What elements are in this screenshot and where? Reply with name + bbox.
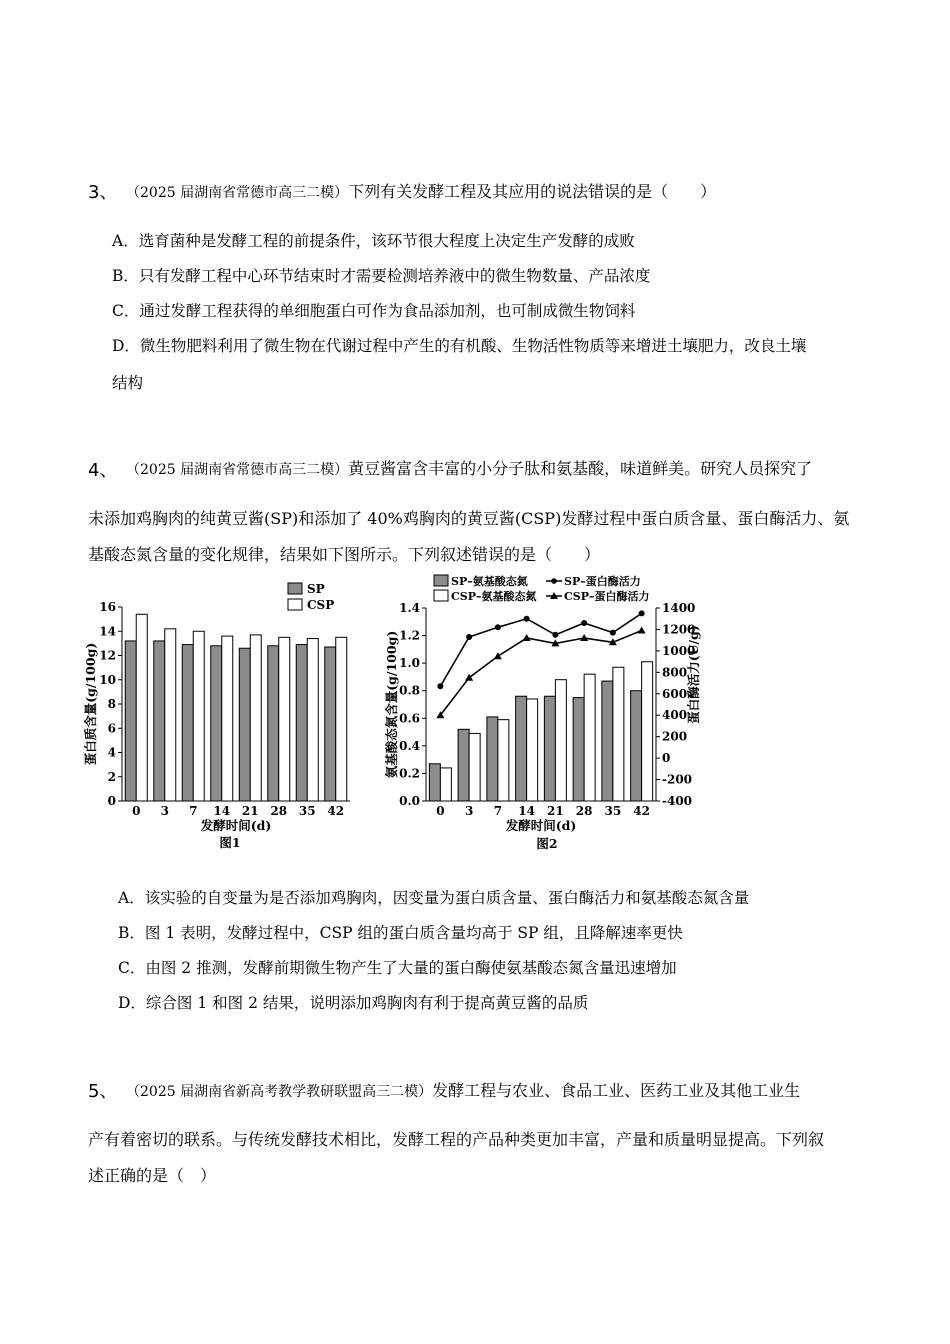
bar-sp xyxy=(211,646,222,801)
bar-csp-amino-nitrogen xyxy=(642,662,653,801)
question-stem-line-3: 述正确的是（ ） xyxy=(88,1166,217,1185)
point-sp-protease xyxy=(495,624,501,630)
y-axis-right-label: 蛋白酶活力(U/g) xyxy=(686,625,701,724)
y-tick-label: 14 xyxy=(99,624,116,639)
x-tick-label: 3 xyxy=(160,804,169,818)
y-right-tick-label: 400 xyxy=(662,708,688,723)
chart-title: 图2 xyxy=(536,836,558,851)
bar-sp-amino-nitrogen xyxy=(544,696,555,801)
point-csp-protease xyxy=(494,652,502,659)
x-tick-label: 14 xyxy=(518,804,535,818)
y-tick-label: 8 xyxy=(107,697,116,711)
bar-csp-amino-nitrogen xyxy=(584,674,595,801)
option-d: D．微生物肥料利用了微生物在代谢过程中产生的有机酸、生物活性物质等来增进土壤肥力，改良土壤 xyxy=(112,337,807,355)
bar-sp-amino-nitrogen xyxy=(631,691,642,801)
question-source: （2025 届湖南省常德市高三二模） xyxy=(126,462,349,478)
y-tick-label: 0.6 xyxy=(399,711,420,726)
bar-csp xyxy=(193,631,204,801)
point-csp-protease xyxy=(638,627,646,634)
y-tick-label: 4 xyxy=(107,745,116,760)
y-axis-label: 蛋白质含量(g/100g) xyxy=(83,642,98,766)
x-tick-label: 0 xyxy=(436,804,445,818)
question-stem-line-2: 未添加鸡胸肉的纯黄豆酱(SP)和添加了 40%鸡胸肉的黄豆酱(CSP)发酵过程中蛋白质含量、蛋白酶活力、氨 xyxy=(88,509,850,528)
bar-sp xyxy=(296,645,307,801)
bar-sp xyxy=(182,645,193,801)
option-a: A．选育菌种是发酵工程的前提条件，该环节很大程度上决定生产发酵的成败 xyxy=(112,232,635,250)
q4-option-b: B．图 1 表明，发酵过程中，CSP 组的蛋白质含量均高于 SP 组，且降解速率更快 xyxy=(118,924,683,942)
bar-csp xyxy=(136,614,147,801)
bar-csp xyxy=(279,637,290,801)
line-sp-protease xyxy=(440,613,641,686)
question-text: 下列有关发酵工程及其应用的说法错误的是（ ） xyxy=(348,182,717,201)
x-tick-label: 7 xyxy=(189,804,198,818)
x-tick-label: 42 xyxy=(633,804,650,818)
point-csp-protease xyxy=(523,634,531,641)
question-number: 4、 xyxy=(88,460,118,481)
x-axis-label: 发酵时间(d) xyxy=(200,818,272,833)
y-right-tick-label: 200 xyxy=(662,729,688,744)
x-tick-label: 35 xyxy=(604,804,622,818)
bar-sp-amino-nitrogen xyxy=(487,717,498,801)
q4-option-c: C．由图 2 推测，发酵前期微生物产生了大量的蛋白酶使氨基酸态氮含量迅速增加 xyxy=(118,959,677,977)
x-axis-label: 发酵时间(d) xyxy=(505,818,577,833)
bar-csp xyxy=(307,639,318,801)
x-tick-label: 42 xyxy=(327,804,345,818)
bar-csp-amino-nitrogen xyxy=(555,680,566,801)
x-tick-label: 14 xyxy=(213,804,231,818)
legend-label: CSP xyxy=(307,598,335,612)
bar-csp xyxy=(222,636,233,801)
y-tick-label: 0.2 xyxy=(399,766,420,781)
x-tick-label: 21 xyxy=(241,804,259,818)
x-tick-label: 28 xyxy=(270,804,288,818)
bar-csp-amino-nitrogen xyxy=(527,699,538,801)
question-stem-line-2: 产有着密切的联系。与传统发酵技术相比，发酵工程的产品种类更加丰富，产量和质量明显提高。下列叙 xyxy=(88,1130,825,1149)
y-tick-label: 10 xyxy=(99,672,116,687)
legend-swatch xyxy=(288,583,302,594)
point-sp-protease xyxy=(437,683,443,689)
y-tick-label: 0 xyxy=(107,794,116,808)
legend-label: CSP–氨基酸态氮 xyxy=(451,590,537,603)
bar-csp xyxy=(165,629,176,801)
point-sp-protease xyxy=(581,620,587,626)
point-sp-protease xyxy=(610,630,616,636)
y-right-tick-label: 800 xyxy=(662,665,688,680)
y-tick-label: 6 xyxy=(107,721,116,736)
chart-title: 图1 xyxy=(219,835,241,850)
bar-sp-amino-nitrogen xyxy=(458,729,469,801)
x-tick-label: 3 xyxy=(464,804,474,818)
x-tick-label: 21 xyxy=(547,804,564,818)
question-stem-line-1: （2025 届湖南省新高考教学教研联盟高三二模）发酵工程与农业、食品工业、医药工业及其他工业生 xyxy=(126,1081,801,1100)
legend-label: SP–氨基酸态氮 xyxy=(451,575,528,588)
y-tick-label: 2 xyxy=(107,769,116,784)
point-sp-protease xyxy=(466,634,472,640)
bar-sp-amino-nitrogen xyxy=(429,764,440,801)
y-right-tick-label: 600 xyxy=(662,686,688,701)
x-tick-label: 35 xyxy=(298,804,316,818)
question-stem xyxy=(126,179,716,202)
option-d-continued: 结构 xyxy=(112,374,144,392)
question-number: 3、 xyxy=(88,182,118,203)
y-tick-label: 0.8 xyxy=(399,683,420,698)
bar-csp-amino-nitrogen xyxy=(469,733,480,801)
x-tick-label: 7 xyxy=(493,804,503,818)
option-b: B．只有发酵工程中心环节结束时才需要检测培养液中的微生物数量、产品浓度 xyxy=(112,267,651,285)
y-tick-label: 1.2 xyxy=(399,628,420,643)
y-tick-label: 1.4 xyxy=(399,601,420,615)
y-tick-label: 12 xyxy=(99,648,116,663)
bar-sp-amino-nitrogen xyxy=(516,696,527,801)
legend-marker xyxy=(551,578,557,584)
point-csp-protease xyxy=(580,634,588,641)
y-right-tick-label: 1200 xyxy=(662,622,696,637)
chart-figure-1 xyxy=(80,575,360,855)
legend-swatch xyxy=(288,599,302,610)
legend-swatch xyxy=(434,575,448,586)
x-tick-label: 0 xyxy=(132,804,141,818)
bar-csp-amino-nitrogen xyxy=(613,667,624,801)
bar-sp-amino-nitrogen xyxy=(602,681,613,801)
y-tick-label: 16 xyxy=(99,600,116,614)
legend-label: SP–蛋白酶活力 xyxy=(564,575,641,588)
bar-csp-amino-nitrogen xyxy=(440,768,451,801)
question-number: 5、 xyxy=(88,1081,118,1102)
question-source: （2025 届湖南省常德市高三二模） xyxy=(126,185,349,201)
legend-label: SP xyxy=(307,582,325,596)
bar-csp xyxy=(336,637,347,801)
bar-csp-amino-nitrogen xyxy=(498,720,509,801)
bar-sp xyxy=(325,647,336,801)
bar-sp xyxy=(154,641,165,801)
bar-sp-amino-nitrogen xyxy=(573,698,584,801)
x-tick-label: 28 xyxy=(575,804,593,818)
y-tick-label: 0.4 xyxy=(399,738,420,753)
point-sp-protease xyxy=(524,616,530,622)
y-right-tick-label: -200 xyxy=(662,772,693,787)
y-right-tick-label: -400 xyxy=(662,794,693,808)
y-tick-label: 0.0 xyxy=(399,794,420,808)
q4-option-a: A．该实验的自变量为是否添加鸡胸肉，因变量为蛋白质含量、蛋白酶活力和氨基酸态氮含量 xyxy=(118,889,750,907)
point-sp-protease xyxy=(639,610,645,616)
question-stem-line-3: 基酸态氮含量的变化规律，结果如下图所示。下列叙述错误的是（ ） xyxy=(88,545,601,564)
y-right-tick-label: 0 xyxy=(662,751,671,766)
y-axis-label: 氨基酸态氮含量(g/100g) xyxy=(384,630,399,779)
bar-sp xyxy=(239,648,250,801)
bar-sp xyxy=(125,641,136,801)
question-source: （2025 届湖南省新高考教学教研联盟高三二模） xyxy=(126,1084,433,1100)
option-c: C．通过发酵工程获得的单细胞蛋白可作为食品添加剂，也可制成微生物饲料 xyxy=(112,302,636,320)
legend-label: CSP–蛋白酶活力 xyxy=(564,590,650,603)
legend-swatch xyxy=(434,590,448,601)
chart-figure-2 xyxy=(378,572,708,856)
point-sp-protease xyxy=(552,632,558,638)
bar-csp xyxy=(250,635,261,801)
question-stem-line-1: （2025 届湖南省常德市高三二模）黄豆酱富含丰富的小分子肽和氨基酸，味道鲜美。研究人员探究了 xyxy=(126,459,813,478)
bar-sp xyxy=(268,646,279,801)
y-right-tick-label: 1400 xyxy=(662,601,696,615)
y-tick-label: 1.0 xyxy=(399,656,420,671)
y-right-tick-label: 1000 xyxy=(662,643,696,658)
q4-option-d: D．综合图 1 和图 2 结果，说明添加鸡胸肉有利于提高黄豆酱的品质 xyxy=(118,994,589,1012)
